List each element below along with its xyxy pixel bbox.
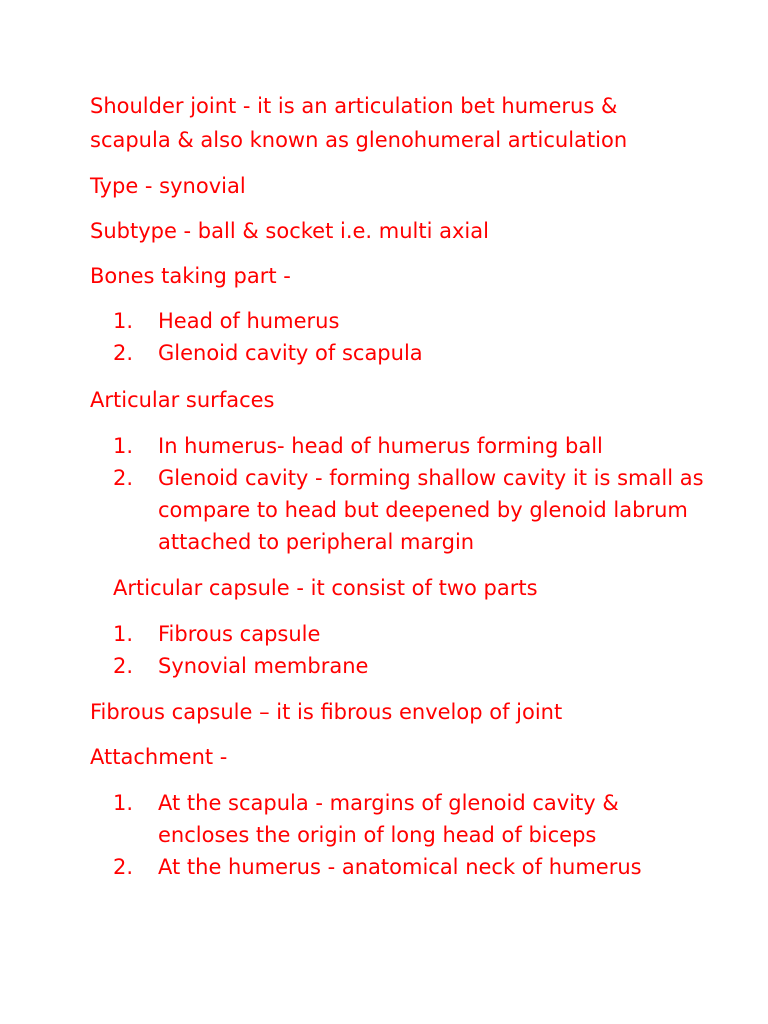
articular-surfaces-list bbox=[90, 430, 708, 558]
list-number: 2. bbox=[113, 654, 134, 678]
list-item-text: At the humerus - anatomical neck of humerus bbox=[158, 855, 642, 879]
intro-line-1: Shoulder joint - it is an articulation bet humerus & bbox=[90, 94, 618, 118]
list-item bbox=[90, 851, 688, 883]
list-item-text: Head of humerus bbox=[158, 309, 340, 333]
fibrous-capsule-line: Fibrous capsule – it is fibrous envelop of joint bbox=[90, 700, 563, 724]
list-item bbox=[90, 462, 708, 558]
capsule-parts-list bbox=[90, 618, 738, 682]
list-number: 1. bbox=[113, 791, 134, 815]
list-item bbox=[90, 337, 738, 369]
list-item-text: Glenoid cavity - forming shallow cavity it is small as compare to head but deepened by glenoid labrum attached to peripheral margin bbox=[158, 466, 704, 554]
intro-line-2: scapula & also known as glenohumeral articulation bbox=[90, 128, 628, 152]
capsule-heading: Articular capsule - it consist of two parts bbox=[113, 576, 538, 600]
bones-list bbox=[90, 305, 738, 369]
list-number: 1. bbox=[113, 309, 134, 333]
list-number: 1. bbox=[113, 434, 134, 458]
list-item bbox=[90, 650, 738, 682]
list-item bbox=[90, 787, 688, 851]
list-item bbox=[90, 618, 738, 650]
list-item-text: Synovial membrane bbox=[158, 654, 369, 678]
list-item bbox=[90, 430, 708, 462]
articular-surfaces-heading: Articular surfaces bbox=[90, 388, 275, 412]
list-item-text: Glenoid cavity of scapula bbox=[158, 341, 423, 365]
list-number: 1. bbox=[113, 622, 134, 646]
list-item-text: Fibrous capsule bbox=[158, 622, 321, 646]
list-item-text: At the scapula - margins of glenoid cavity & encloses the origin of long head of biceps bbox=[158, 791, 619, 847]
list-number: 2. bbox=[113, 341, 134, 365]
attachments-list bbox=[90, 787, 688, 883]
list-item bbox=[90, 305, 738, 337]
subtype-line: Subtype - ball & socket i.e. multi axial bbox=[90, 219, 489, 243]
type-line: Type - synovial bbox=[90, 174, 246, 198]
attachment-heading: Attachment - bbox=[90, 745, 228, 769]
bones-heading: Bones taking part - bbox=[90, 264, 291, 288]
list-item-text: In humerus- head of humerus forming ball bbox=[158, 434, 603, 458]
list-number: 2. bbox=[113, 466, 134, 490]
list-number: 2. bbox=[113, 855, 134, 879]
